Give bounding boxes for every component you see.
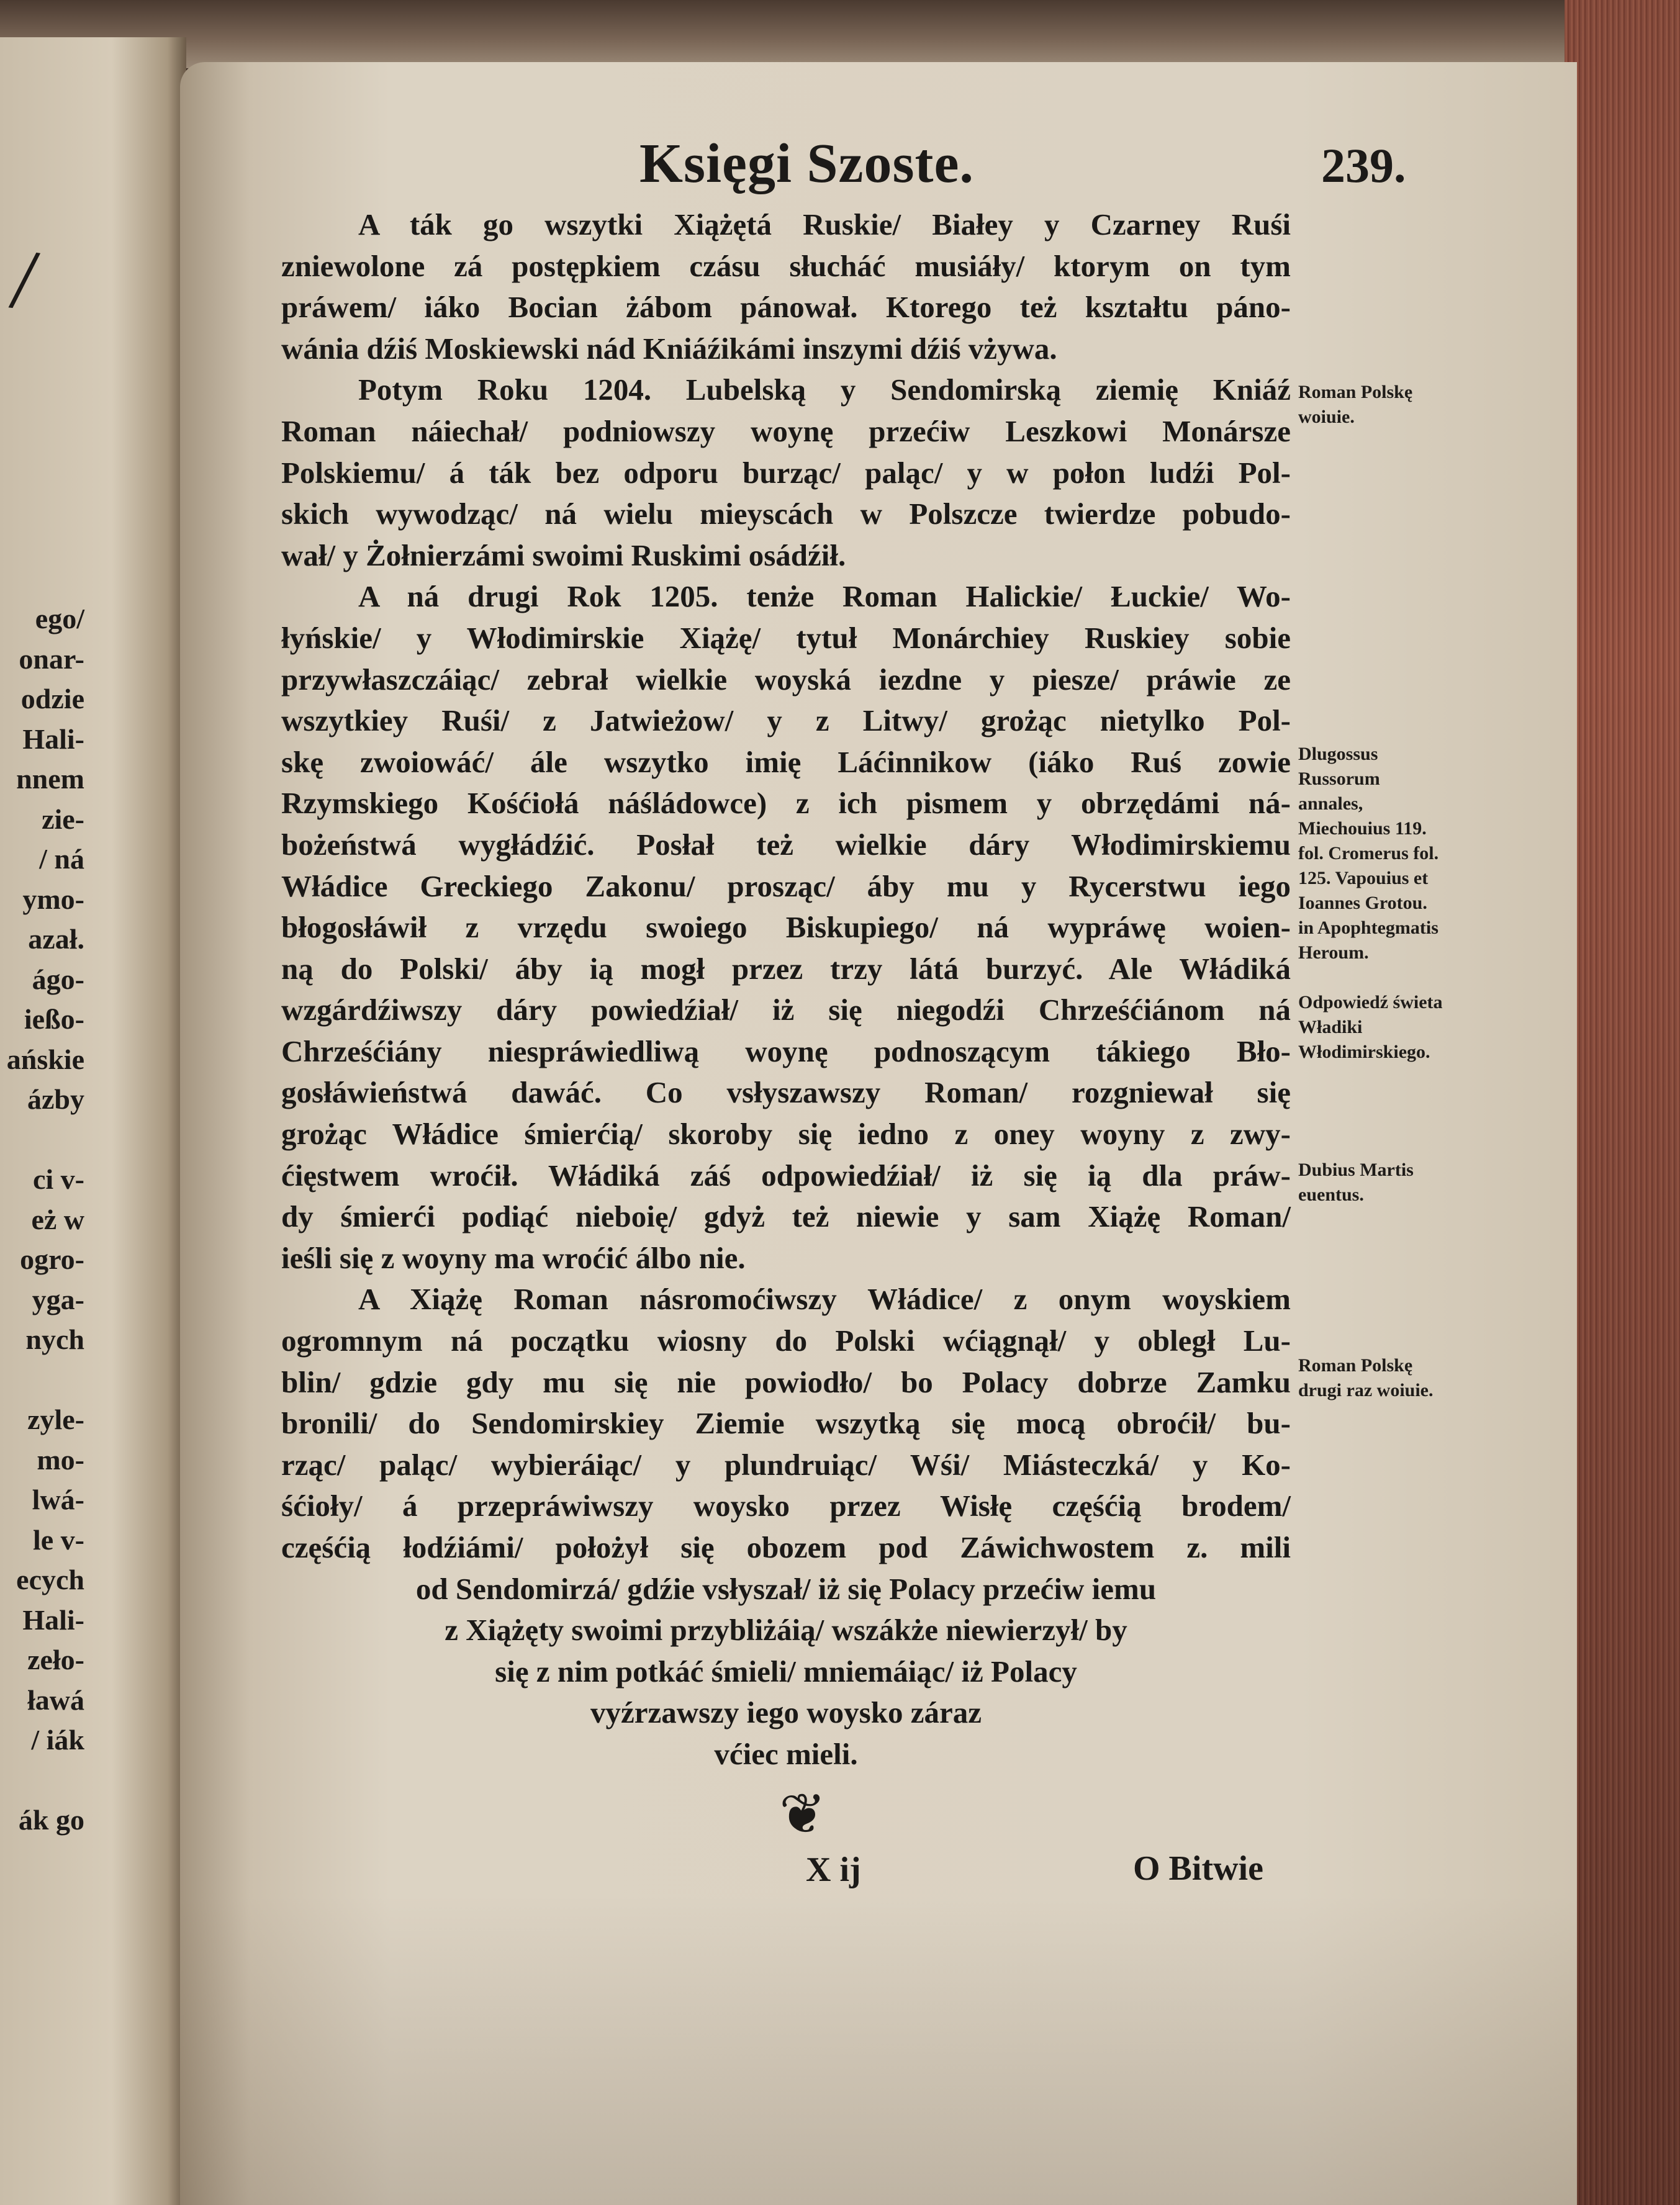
- left-page-fragment: zie-: [42, 803, 84, 835]
- margin-note: Roman Polskę woiuie.: [1298, 382, 1413, 427]
- text-line: łyńskie/ y Włodimirskie Xiążę/ tytuł Monárchiey Ruskiey sobie: [281, 620, 1291, 655]
- left-page-fragment: ießo-: [24, 1003, 84, 1035]
- left-page-fragment: [0, 1360, 84, 1400]
- left-page-fragment: le v-: [32, 1523, 84, 1556]
- text-line: Włádice Greckiego Zakonu/ prosząc/ áby mu y Rycerstwu iego: [281, 868, 1291, 903]
- text-line: A Xiążę Roman násromoćiwszy Włádice/ z onym woyskiem: [358, 1282, 1291, 1317]
- text-line: vyźrzawszy iego woysko záraz: [590, 1695, 982, 1730]
- catchword: O Bitwie: [1133, 1849, 1263, 1888]
- page-edges: [1565, 0, 1680, 2205]
- text-line: dy śmierći podiąć nieboię/ gdyż też niewie y sam Xiążę Roman/: [281, 1199, 1291, 1234]
- text-line: wał/ y Żołnierzámi swoimi Ruskimi osádźił.: [281, 538, 846, 572]
- left-page-fragment: ák go: [18, 1804, 84, 1836]
- text-line: częśćią łodźiámi/ położył się obozem pod Záwichwostem z. mili: [281, 1530, 1291, 1564]
- text-line: Roman náiechał/ podniowszy woynę przećiw Leszkowi Monársze: [281, 413, 1291, 448]
- text-line: Rzymskiego Kośćiołá náśládowce) z ich pismem y obrzędámi ná-: [281, 786, 1291, 821]
- signature-mark: X ij: [806, 1851, 861, 1889]
- left-page-fragment: Hali-: [22, 1603, 84, 1636]
- text-line: skę zwoiowáć/ ále wszytko imię Láćinnikow (iáko Ruś zowie: [281, 744, 1291, 779]
- margin-note: Dubius Martis euentus.: [1298, 1160, 1414, 1205]
- text-line: wánia dźiś Moskiewski nád Kniáźikámi inszymi dźiś vżywa.: [281, 331, 1057, 366]
- left-page-fragment: odzie: [20, 683, 84, 715]
- left-page-fragment: mo-: [37, 1443, 84, 1476]
- left-page-fragment: / ná: [39, 843, 84, 875]
- text-line: A ná drugi Rok 1205. tenże Roman Halickie/ Łuckie/ Wo-: [358, 579, 1291, 614]
- text-line: ogromnym ná początku wiosny do Polski wćiągnął/ y obległ Lu-: [281, 1323, 1291, 1358]
- text-line: skich wywodząc/ ná wielu mieyscách w Polszcze twierdze pobudo-: [281, 497, 1291, 531]
- text-line: vćiec mieli.: [714, 1736, 858, 1771]
- left-page-fragment: ágo-: [32, 963, 84, 995]
- text-line: zniewolone zá postępkiem czásu słucháć musiáły/ ktorym on tym: [281, 248, 1291, 283]
- left-page-fragment: eż w: [31, 1203, 84, 1235]
- left-page-fragment: ławá: [27, 1684, 84, 1716]
- book-top-edge: [0, 0, 1680, 68]
- left-page-fragment: [0, 1761, 84, 1801]
- left-page-fragment: [0, 1120, 84, 1160]
- ornament-icon: ❦: [779, 1784, 826, 1846]
- text-line: od Sendomirzá/ gdźie vsłyszał/ iż się Polacy przećiw iemu: [415, 1571, 1157, 1606]
- text-line: práwem/ iáko Bocian żábom pánował. Ktorego też kształtu páno-: [281, 290, 1291, 325]
- left-page-fragment: ci v-: [32, 1163, 84, 1195]
- text-line: ieśli się z woyny ma wroćić álbo nie.: [281, 1240, 746, 1275]
- margin-note: Roman Polskę drugi raz woiuie.: [1298, 1355, 1434, 1400]
- text-line: się z nim potkáć śmieli/ mniemáiąc/ iż Polacy: [495, 1654, 1077, 1689]
- text-line: śćioły/ á przepráwiwszy woysko przez Wisłę częśćią brodem/: [281, 1489, 1291, 1523]
- text-line: blin/ gdzie gdy mu się nie powiodło/ bo Polacy dobrze Zamku: [281, 1364, 1291, 1399]
- text-line: wszytkiey Ruśi/ z Jatwieżow/ y z Litwy/ grożąc nietylko Pol-: [281, 703, 1291, 738]
- left-page-fragment: / iák: [31, 1724, 84, 1756]
- left-page-fragment: nnem: [16, 763, 84, 795]
- margin-note: Dlugossus Russorum annales, Miechouius 119. fol. Cromerus fol. 125. Vapouius et Ioannes Grotou. in Apophtegmatis Heroum.: [1298, 744, 1439, 963]
- page-number: 239.: [1321, 138, 1406, 192]
- left-page-fragment: ázby: [27, 1083, 84, 1115]
- left-page-text-fragments: [0, 599, 84, 1841]
- left-page-fragment: zeło-: [27, 1644, 84, 1675]
- text-line: grożąc Włádice śmierćią/ skoroby się iedno z oney woyny z zwy-: [281, 1117, 1291, 1152]
- text-line: bożeństwá wygłádźić. Posłał też wielkie dáry Włodimirskiemu: [281, 827, 1291, 862]
- left-page-fragment: yga-: [32, 1283, 84, 1315]
- left-page-fragment: lwá-: [32, 1484, 84, 1515]
- left-page-fragment: ego/: [35, 603, 84, 634]
- main-text: [281, 204, 1291, 1775]
- text-line: A ták go wszytki Xiążętá Ruskie/ Białey y Czarney Ruśi: [358, 207, 1291, 241]
- left-page-fragment: ańskie: [6, 1043, 84, 1075]
- left-page-fragment: onar-: [19, 643, 84, 675]
- margin-note: Odpowiedź świeta Władiki Włodimirskiego.: [1298, 992, 1443, 1062]
- text-line: bronili/ do Sendomirskiey Ziemie wszytką się mocą obroćił/ bu-: [281, 1406, 1291, 1441]
- text-line: przywłaszczáiąc/ zebrał wielkie woyská iezdne y piesze/ práwie ze: [281, 662, 1291, 697]
- text-line: wzgárdźiwszy dáry powiedźiał/ iż się niegodźi Chrześćiánom ná: [281, 993, 1291, 1027]
- running-head: Księgi Szoste.: [639, 133, 974, 194]
- text-line: ćięstwem wroćił. Włádiká záś odpowiedźiał/ iż się ią dla práw-: [281, 1158, 1291, 1193]
- left-page-fragment: azał.: [28, 923, 84, 955]
- left-page-fragment: ogro-: [20, 1243, 84, 1275]
- left-page-fragment: ecych: [16, 1564, 84, 1595]
- text-line: Polskiemu/ á ták bez odporu burząc/ paląc/ y w połon ludźi Pol-: [281, 455, 1291, 490]
- left-page-fragment: ymo-: [22, 883, 84, 915]
- text-line: Chrześćiány niespráwiedliwą woynę podnoszącym tákiego Bło-: [281, 1034, 1291, 1068]
- text-line: błogosłáwił z vrzędu swoiego Biskupiego/ ná wypráwę woien-: [281, 910, 1291, 945]
- text-line: rząc/ paląc/ wybieráiąc/ y plundruiąc/ Wśi/ Miásteczká/ y Ko-: [281, 1447, 1291, 1482]
- left-page-fragment: zyle-: [27, 1404, 84, 1435]
- left-page-fragment: Hali-: [22, 723, 84, 755]
- left-page-fragment: nych: [25, 1323, 84, 1355]
- text-line: Potym Roku 1204. Lubelską y Sendomirską ziemię Kniáź: [358, 372, 1291, 407]
- text-line: ną do Polski/ áby ią mogł przez trzy látá burzyć. Ale Włádiká: [281, 951, 1291, 986]
- text-line: gosłáwieństwá dawáć. Co vsłyszawszy Roman/ rozgniewał się: [281, 1075, 1291, 1110]
- left-page-mark: /: [6, 230, 43, 329]
- text-line: z Xiążęty swoimi przybliżáią/ wszákże niewierzył/ by: [445, 1613, 1127, 1648]
